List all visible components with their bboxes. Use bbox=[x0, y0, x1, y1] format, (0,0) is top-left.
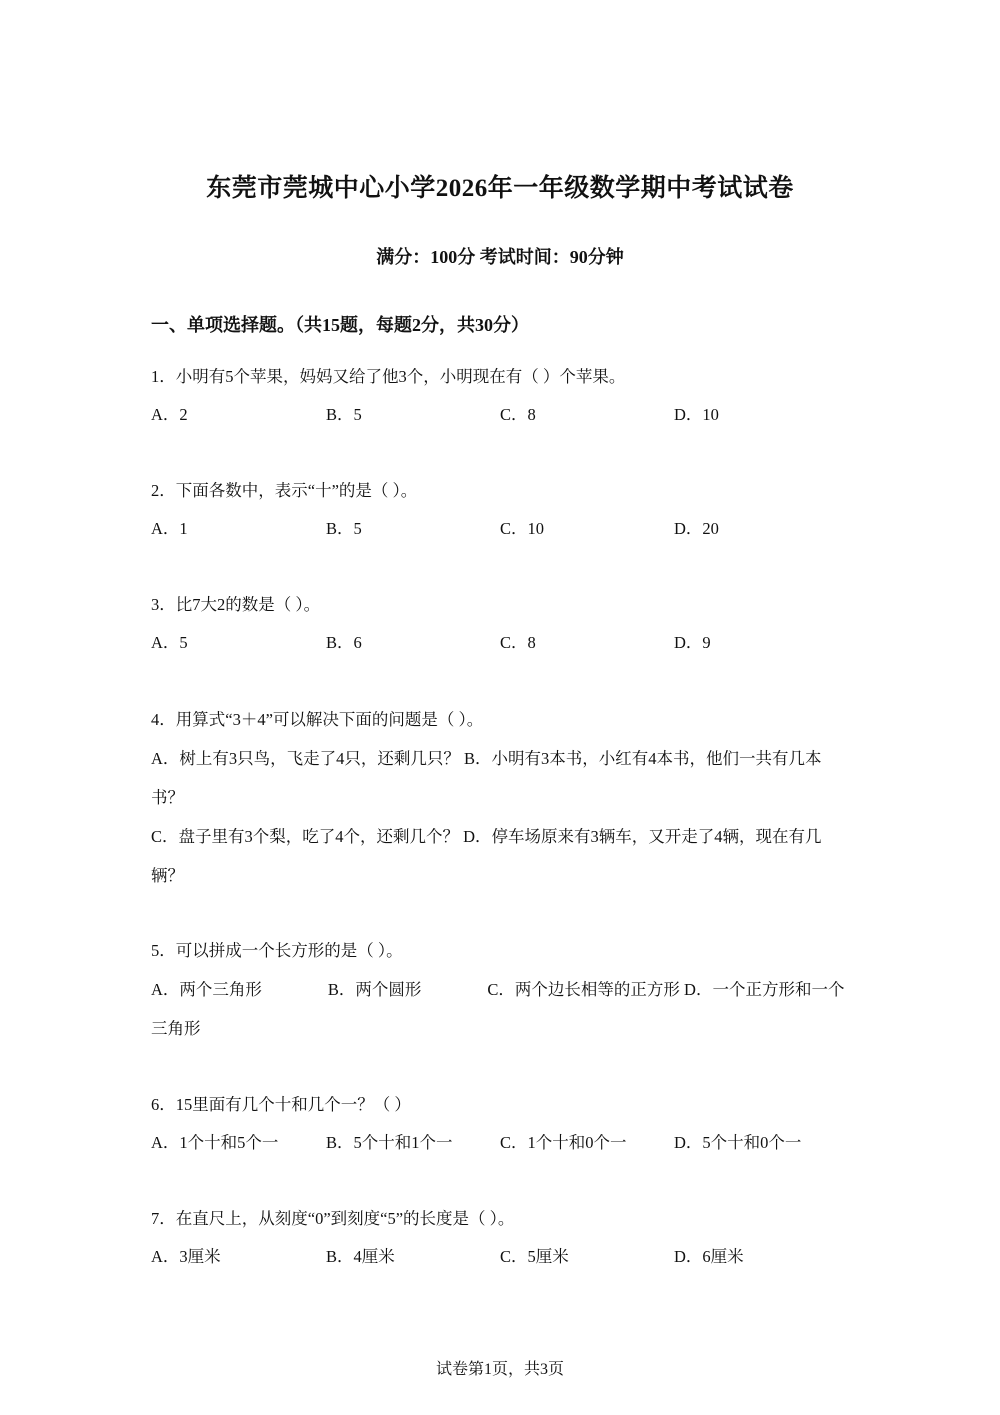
option-b: B．4厘米 bbox=[326, 1247, 395, 1266]
option-a: A．1 bbox=[151, 519, 188, 538]
option-b: B．6 bbox=[326, 633, 362, 652]
question-5 bbox=[151, 937, 851, 1048]
section-heading: 一、单项选择题。（共15题，每题2分，共30分） bbox=[151, 315, 529, 335]
question-2 bbox=[151, 477, 851, 543]
option-a: A．3厘米 bbox=[151, 1247, 221, 1266]
question-stem: 2．下面各数中，表示“十”的是（ ）。 bbox=[151, 481, 418, 500]
options-row bbox=[151, 1129, 851, 1157]
question-stem: 4．用算式“3＋4”可以解决下面的问题是（ ）。 bbox=[151, 710, 484, 729]
question-1 bbox=[151, 363, 851, 429]
option-c: C．1个十和0个一 bbox=[500, 1133, 627, 1152]
option-b: B．5个十和1个一 bbox=[326, 1133, 453, 1152]
question-stem: 7．在直尺上，从刻度“0”到刻度“5”的长度是（ ）。 bbox=[151, 1209, 515, 1228]
option-d: D．20 bbox=[674, 519, 719, 538]
question-3 bbox=[151, 591, 851, 657]
option-c: C．5厘米 bbox=[500, 1247, 569, 1266]
option-d: D．5个十和0个一 bbox=[674, 1133, 802, 1152]
question-stem: 3．比7大2的数是（ ）。 bbox=[151, 595, 321, 614]
option-b: B．5 bbox=[326, 405, 362, 424]
option-d: D．6厘米 bbox=[674, 1247, 744, 1266]
options-row bbox=[151, 629, 851, 657]
options-row bbox=[151, 1243, 851, 1271]
question-stem: 5．可以拼成一个长方形的是（ ）。 bbox=[151, 941, 403, 960]
option-d: D．9 bbox=[674, 633, 711, 652]
page-title: 东莞市莞城中心小学2026年一年级数学期中考试试卷 bbox=[206, 175, 794, 202]
options-cd: C．盘子里有3个梨，吃了4个，还剩几个？ D．停车场原来有3辆车，又开走了4辆，现在有几辆？ bbox=[151, 827, 822, 885]
question-7 bbox=[151, 1205, 851, 1271]
question-4 bbox=[151, 706, 851, 895]
question-stem: 1．小明有5个苹果，妈妈又给了他3个，小明现在有（ ）个苹果。 bbox=[151, 367, 626, 386]
options-row bbox=[151, 401, 851, 429]
options-ab: A．树上有3只鸟，飞走了4只，还剩几只？ B．小明有3本书，小红有4本书，他们一共有几本书？ bbox=[151, 749, 822, 807]
options-text: A．两个三角形 B．两个圆形 C．两个边长相等的正方形 D．一个正方形和一个三角形 bbox=[151, 980, 845, 1038]
option-c: C．8 bbox=[500, 405, 536, 424]
option-c: C．10 bbox=[500, 519, 545, 538]
page-footer: 试卷第1页，共3页 bbox=[435, 1361, 564, 1378]
exam-info: 满分：100分 考试时间：90分钟 bbox=[376, 247, 624, 267]
option-a: A．2 bbox=[151, 405, 188, 424]
option-a: A．5 bbox=[151, 633, 188, 652]
option-b: B．5 bbox=[326, 519, 362, 538]
option-d: D．10 bbox=[674, 405, 719, 424]
option-a: A．1个十和5个一 bbox=[151, 1133, 279, 1152]
options-row bbox=[151, 515, 851, 543]
question-stem: 6．15里面有几个十和几个一？（ ） bbox=[151, 1095, 411, 1114]
option-c: C．8 bbox=[500, 633, 536, 652]
question-6 bbox=[151, 1091, 851, 1157]
